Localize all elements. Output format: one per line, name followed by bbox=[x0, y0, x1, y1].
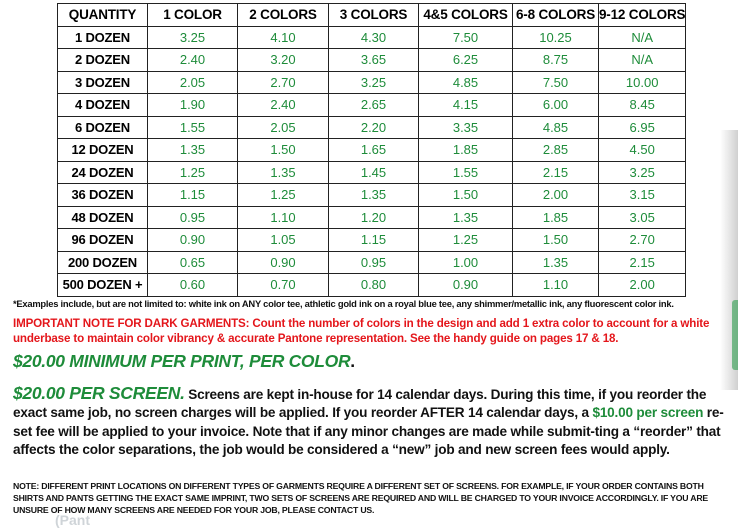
price-cell: 2.70 bbox=[599, 229, 686, 252]
price-cell: 1.45 bbox=[329, 161, 419, 184]
price-cell: 1.55 bbox=[148, 116, 238, 139]
table-row bbox=[58, 251, 686, 274]
price-cell: 2.65 bbox=[329, 94, 419, 117]
examples-footnote: *Examples include, but are not limited to: white ink on ANY color tee, athletic gold ink on a royal blue tee, any shimmer/metallic ink, any fluorescent color ink. bbox=[13, 298, 674, 309]
price-cell: 4.50 bbox=[599, 139, 686, 162]
price-cell: 1.05 bbox=[238, 229, 329, 252]
price-cell: 2.15 bbox=[599, 251, 686, 274]
price-cell: 1.50 bbox=[238, 139, 329, 162]
table-row bbox=[58, 229, 686, 252]
price-cell: 3.25 bbox=[148, 26, 238, 49]
minimum-print-text: $20.00 MINIMUM PER PRINT, PER COLOR bbox=[13, 351, 351, 371]
price-cell: 1.85 bbox=[513, 206, 599, 229]
price-cell: 6.25 bbox=[419, 49, 513, 72]
price-cell: 1.25 bbox=[419, 229, 513, 252]
price-cell: 1.35 bbox=[329, 184, 419, 207]
price-cell: 3.15 bbox=[599, 184, 686, 207]
price-cell: 1.35 bbox=[513, 251, 599, 274]
dark-garments-note: IMPORTANT NOTE FOR DARK GARMENTS: Count the number of colors in the design and add 1 extra color to account for a white underbase to maintain color vibrancy & accurate Pantone representation. See the handy guide on pages 17 & 18. bbox=[13, 317, 710, 345]
price-cell: 1.10 bbox=[513, 274, 599, 297]
price-cell: 0.95 bbox=[148, 206, 238, 229]
price-cell: 2.05 bbox=[148, 71, 238, 94]
table-row bbox=[58, 139, 686, 162]
quantity-cell: 12 DOZEN bbox=[58, 139, 148, 162]
quantity-cell: 200 DOZEN bbox=[58, 251, 148, 274]
header-quantity: QUANTITY bbox=[58, 4, 148, 27]
quantity-cell: 3 DOZEN bbox=[58, 71, 148, 94]
price-cell: 0.95 bbox=[329, 251, 419, 274]
price-cell: 4.10 bbox=[238, 26, 329, 49]
header-4-5-colors: 4&5 COLORS bbox=[419, 4, 513, 27]
header-2-colors: 2 COLORS bbox=[238, 4, 329, 27]
price-cell: 10.00 bbox=[599, 71, 686, 94]
price-cell: 1.20 bbox=[329, 206, 419, 229]
table-header-row bbox=[58, 4, 686, 27]
price-cell: 1.35 bbox=[148, 139, 238, 162]
page-edge-accent bbox=[732, 300, 738, 370]
quantity-cell: 4 DOZEN bbox=[58, 94, 148, 117]
price-cell: 6.95 bbox=[599, 116, 686, 139]
price-cell: 0.65 bbox=[148, 251, 238, 274]
screen-fee-text-2: re-set fee will be applied to your invoice. Note that if any minor changes are made while submit-ting a “reorder” that affects the color separations, the job would be considered a “new” job and new screen fees would apply. bbox=[13, 405, 724, 458]
table-row bbox=[58, 26, 686, 49]
price-cell: 2.15 bbox=[513, 161, 599, 184]
table-row bbox=[58, 116, 686, 139]
quantity-cell: 48 DOZEN bbox=[58, 206, 148, 229]
price-cell: 1.65 bbox=[329, 139, 419, 162]
price-cell: 1.00 bbox=[419, 251, 513, 274]
price-cell: 2.40 bbox=[148, 49, 238, 72]
screen-fee-text-1: Screens are kept in-house for 14 calendar days. During this time, if you reorder the exact same job, no screen charges will be applied. If you reorder AFTER 14 calendar days, a bbox=[13, 387, 707, 421]
price-cell: 1.15 bbox=[329, 229, 419, 252]
price-cell: 4.85 bbox=[419, 71, 513, 94]
price-cell: 2.85 bbox=[513, 139, 599, 162]
pricing-table bbox=[57, 3, 686, 297]
price-cell: 3.65 bbox=[329, 49, 419, 72]
price-cell: 7.50 bbox=[419, 26, 513, 49]
price-cell: 7.50 bbox=[513, 71, 599, 94]
price-cell: 4.30 bbox=[329, 26, 419, 49]
price-cell: 2.20 bbox=[329, 116, 419, 139]
quantity-cell: 24 DOZEN bbox=[58, 161, 148, 184]
header-9-12-colors: 9-12 COLORS bbox=[599, 4, 686, 27]
price-cell: 0.70 bbox=[238, 274, 329, 297]
price-cell: 0.60 bbox=[148, 274, 238, 297]
price-cell: 0.80 bbox=[329, 274, 419, 297]
screen-fee-paragraph bbox=[13, 384, 733, 460]
quantity-cell: 36 DOZEN bbox=[58, 184, 148, 207]
price-cell: 8.75 bbox=[513, 49, 599, 72]
cutoff-text: (Pant bbox=[55, 512, 90, 528]
price-cell: 3.20 bbox=[238, 49, 329, 72]
table-row bbox=[58, 206, 686, 229]
price-cell: 1.10 bbox=[238, 206, 329, 229]
price-cell: 1.90 bbox=[148, 94, 238, 117]
price-cell: 2.05 bbox=[238, 116, 329, 139]
table-row bbox=[58, 161, 686, 184]
price-cell: 4.85 bbox=[513, 116, 599, 139]
reset-fee: $10.00 per screen bbox=[592, 405, 704, 421]
screen-fee-lead: $20.00 PER SCREEN. bbox=[13, 383, 185, 403]
table-row bbox=[58, 94, 686, 117]
table-body bbox=[58, 26, 686, 296]
quantity-cell: 2 DOZEN bbox=[58, 49, 148, 72]
header-3-colors: 3 COLORS bbox=[329, 4, 419, 27]
quantity-cell: 6 DOZEN bbox=[58, 116, 148, 139]
price-cell: 2.70 bbox=[238, 71, 329, 94]
minimum-print-charge bbox=[13, 351, 733, 372]
quantity-cell: 1 DOZEN bbox=[58, 26, 148, 49]
table-row bbox=[58, 274, 686, 297]
price-cell: 3.25 bbox=[599, 161, 686, 184]
price-cell: 2.00 bbox=[599, 274, 686, 297]
price-cell: 0.90 bbox=[419, 274, 513, 297]
price-cell: 2.40 bbox=[238, 94, 329, 117]
price-cell: 1.50 bbox=[513, 229, 599, 252]
cutoff-text-fragment bbox=[55, 512, 145, 528]
price-cell: 8.45 bbox=[599, 94, 686, 117]
table-row bbox=[58, 184, 686, 207]
price-cell: 1.35 bbox=[419, 206, 513, 229]
print-locations-note: NOTE: DIFFERENT PRINT LOCATIONS ON DIFFERENT TYPES OF GARMENTS REQUIRE A DIFFERENT SET OF SCREENS. FOR EXAMPLE, IF YOUR ORDER CONTAINS BOTH SHIRTS AND PANTS GETTING THE EXACT SAME IMPRINT, TWO SETS OF SCREENS ARE REQUIRED AND WILL BE CHARGED TO YOUR INVOICE ACCORDINGLY. IF YOU ARE UNSURE OF HOW MANY SCREENS ARE NEEDED FOR YOUR JOB, PLEASE CONTACT US. bbox=[13, 481, 709, 516]
price-cell: 1.55 bbox=[419, 161, 513, 184]
price-cell: 3.25 bbox=[329, 71, 419, 94]
price-cell: N/A bbox=[599, 49, 686, 72]
price-cell: 1.25 bbox=[238, 184, 329, 207]
price-cell: 1.85 bbox=[419, 139, 513, 162]
price-cell: 10.25 bbox=[513, 26, 599, 49]
minimum-period: . bbox=[350, 351, 355, 371]
price-cell: 0.90 bbox=[148, 229, 238, 252]
header-6-8-colors: 6-8 COLORS bbox=[513, 4, 599, 27]
price-cell: 1.35 bbox=[238, 161, 329, 184]
price-cell: N/A bbox=[599, 26, 686, 49]
price-cell: 1.50 bbox=[419, 184, 513, 207]
price-cell: 1.25 bbox=[148, 161, 238, 184]
price-cell: 1.15 bbox=[148, 184, 238, 207]
price-cell: 4.15 bbox=[419, 94, 513, 117]
quantity-cell: 500 DOZEN + bbox=[58, 274, 148, 297]
price-cell: 0.90 bbox=[238, 251, 329, 274]
table-row bbox=[58, 49, 686, 72]
header-1-color: 1 COLOR bbox=[148, 4, 238, 27]
table-row bbox=[58, 71, 686, 94]
quantity-cell: 96 DOZEN bbox=[58, 229, 148, 252]
price-cell: 3.35 bbox=[419, 116, 513, 139]
price-cell: 6.00 bbox=[513, 94, 599, 117]
price-cell: 2.00 bbox=[513, 184, 599, 207]
price-cell: 3.05 bbox=[599, 206, 686, 229]
